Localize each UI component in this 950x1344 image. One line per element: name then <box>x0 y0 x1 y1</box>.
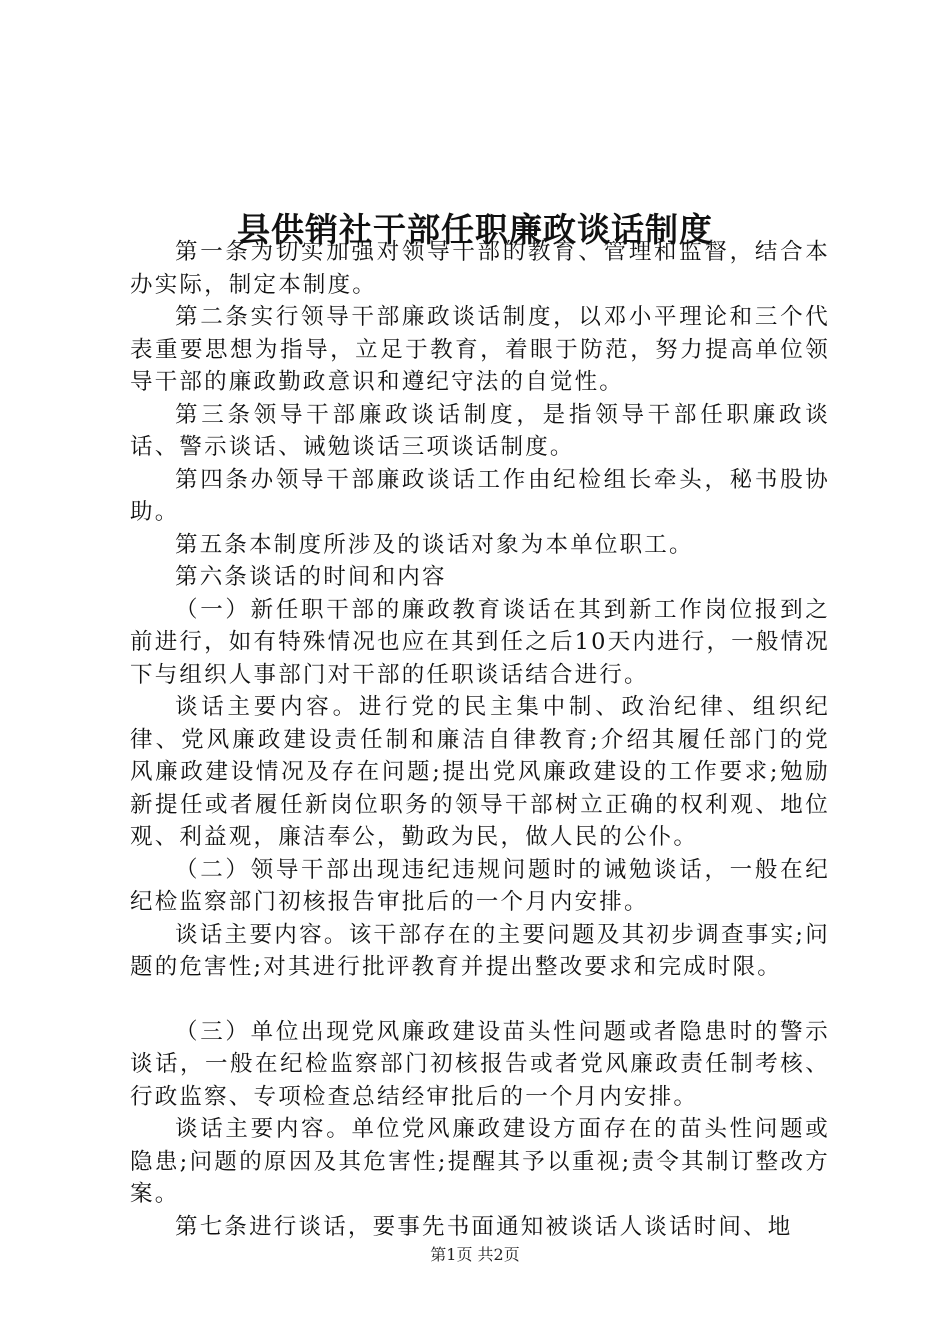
article-4-paragraph: 第四条办领导干部廉政谈话工作由纪检组长牵头，秘书股协助。 <box>130 466 830 525</box>
item-3-paragraph: （三）单位出现党风廉政建设苗头性问题或者隐患时的警示谈话，一般在纪检监察部门初核报告或者党风廉政责任制考核、行政监察、专项检查总结经审批后的一个月内安排。 <box>130 1018 830 1110</box>
document-body <box>130 236 830 1243</box>
item-3-content-paragraph: 谈话主要内容。单位党风廉政建设方面存在的苗头性问题或隐患;问题的原因及其危害性;提醒其予以重视;责令其制订整改方案。 <box>130 1116 830 1207</box>
item-2-paragraph: （二）领导干部出现违纪违规问题时的诫勉谈话，一般在纪纪检监察部门初核报告审批后的一个月内安排。 <box>130 856 830 915</box>
article-6-heading: 第六条谈话的时间和内容 <box>175 564 447 590</box>
document-title: 县供销社干部任职廉政谈话制度 <box>237 210 713 250</box>
article-3-paragraph: 第三条领导干部廉政谈话制度，是指领导干部任职廉政谈话、警示谈话、诫勉谈话三项谈话制度。 <box>130 401 830 460</box>
article-2-paragraph: 第二条实行领导干部廉政谈话制度，以邓小平理论和三个代表重要思想为指导，立足于教育，着眼于防范，努力提高单位领导干部的廉政勤政意识和遵纪守法的自觉性。 <box>130 304 830 395</box>
item-1-paragraph: （一）新任职干部的廉政教育谈话在其到新工作岗位报到之前进行，如有特殊情况也应在其到任之后10天内进行，一般情况下与组织人事部门对干部的任职谈话结合进行。 <box>130 596 830 688</box>
item-1-content-paragraph: 谈话主要内容。进行党的民主集中制、政治纪律、组织纪律、党风廉政建设责任制和廉洁自律教育;介绍其履任部门的党风廉政建设情况及存在问题;提出党风廉政建设的工作要求;勉励新提任或者履任新岗位职务的领导干部树立正确的权利观、地位观、利益观，廉洁奉公，勤政为民，做人民的公仆。 <box>130 694 830 850</box>
article-7-paragraph: 第七条进行谈话，要事先书面通知被谈话人谈话时间、地 <box>175 1213 793 1240</box>
page-number-footer: 第1页 共2页 <box>430 1245 520 1264</box>
article-5-paragraph: 第五条本制度所涉及的谈话对象为本单位职工。 <box>175 531 694 558</box>
item-2-content-paragraph: 谈话主要内容。该干部存在的主要问题及其初步调查事实;问题的危害性;对其进行批评教育并提出整改要求和完成时限。 <box>130 921 830 980</box>
article-1-paragraph: 第一条为切实加强对领导干部的教育、管理和监督，结合本办实际，制定本制度。 <box>130 239 830 298</box>
